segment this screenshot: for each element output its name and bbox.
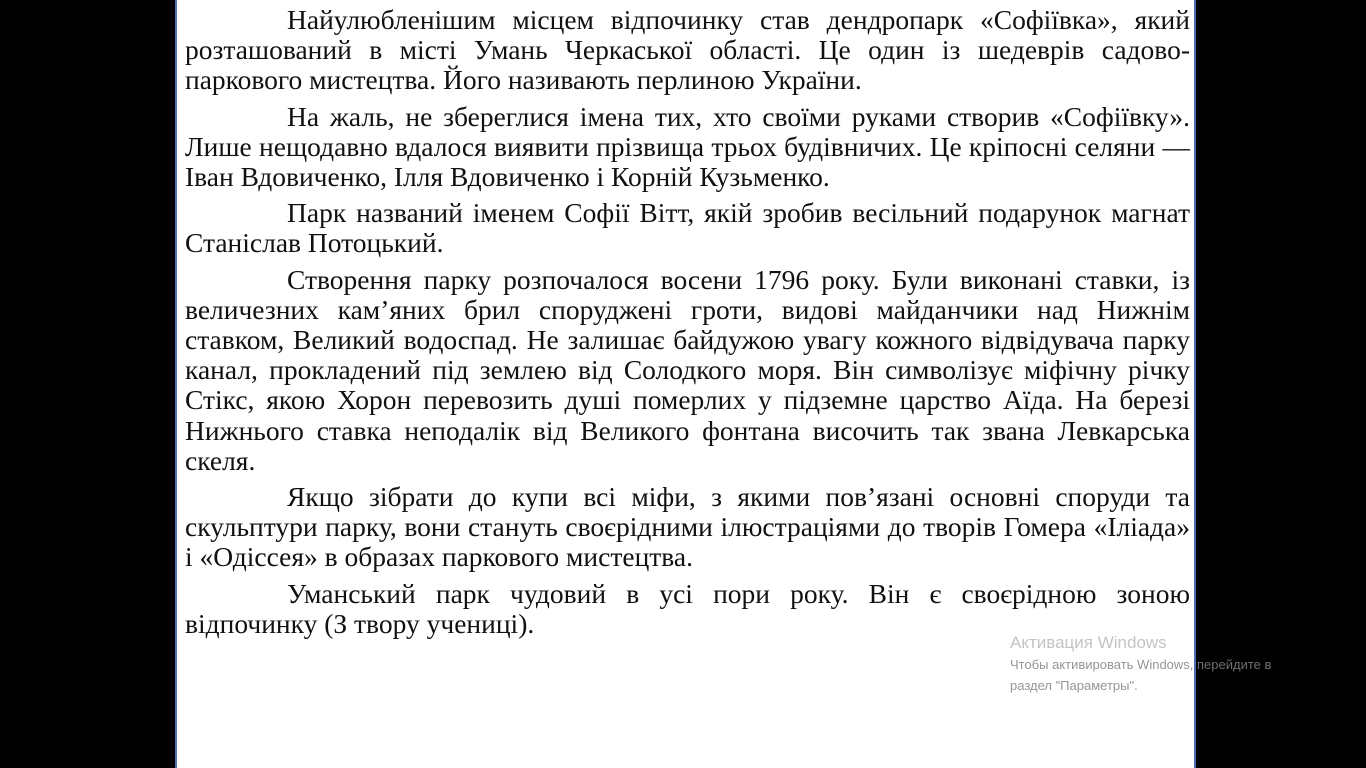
paragraph-2: На жаль, не збереглися імена тих, хто своїми руками створив «Софіївку». Лише нещодавно вдалося виявити прізвища трьох будівничих. Це кріпосні селяни — Іван Вдовиченко, Ілля Вдовиченко і Корній Кузьменко.	[185, 100, 1190, 193]
paragraph-1: Найулюбленішим місцем відпочинку став дендропарк «Софіївка», який розташований в місті Умань Черкаської області. Це один із шедеврів садово-паркового мистецтва. Його називають перлиною України.	[185, 4, 1190, 96]
paragraph-5: Якщо зібрати до купи всі міфи, з якими пов’язані основні споруди та скульптури парку, вони стануть своєрідними ілюстраціями до творів Гомера «Іліада» і «Одіссея» в образах паркового мистецтва.	[185, 481, 1190, 573]
watermark-line-2: раздел "Параметры".	[1010, 678, 1138, 693]
paragraph-6: Уманський парк чудовий в усі пори року. Він є своєрідною зоною відпочинку (З твору учениці).	[185, 577, 1190, 639]
paragraph-3: Парк названий іменем Софії Вітт, якій зробив весільний подарунок магнат Станіслав Потоцький.	[185, 197, 1190, 259]
watermark-title: Активация Windows	[1010, 633, 1167, 652]
windows-activation-watermark	[1010, 632, 1340, 696]
slide-text	[185, 5, 1190, 645]
watermark-line-1: Чтобы активировать Windows, перейдите в	[1010, 657, 1272, 672]
paragraph-4: Створення парку розпочалося восени 1796 року. Були виконані ставки, із величезних кам’яних брил споруджені гроти, видові майданчики над Нижнім ставком, Великий водоспад. Не залишає байдужою увагу кожного відвідувача парку канал, прокладений під землею від Солодкого моря. Він символізує міфічну річку Стікс, якою Хорон перевозить душі померлих у підземне царство Аїда. На березі Нижнього ставка неподалік від Великого фонтана височить так звана Левкарська скеля.	[185, 263, 1190, 476]
